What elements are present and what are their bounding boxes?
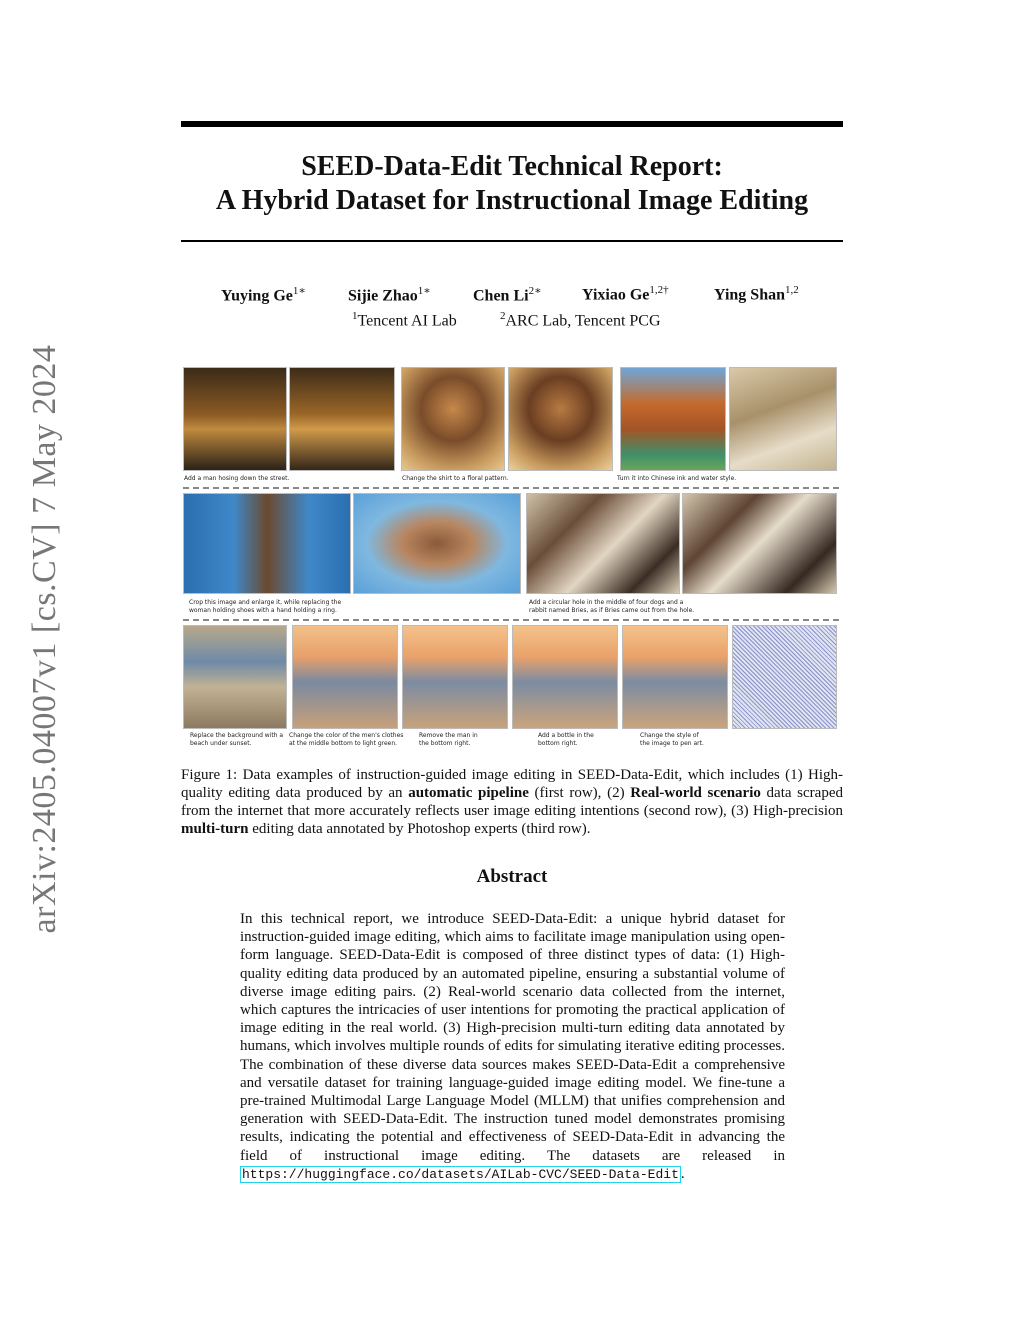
row3-caption-4: Add a bottle in the bottom right. xyxy=(538,732,594,747)
woman-original-image xyxy=(401,367,505,471)
author-3 xyxy=(473,284,542,305)
author-name: Yixiao Ge xyxy=(582,286,650,304)
dogs-original-image xyxy=(526,493,680,594)
green-clothes-image xyxy=(402,625,508,729)
title-bottom-rule xyxy=(181,240,843,242)
affil-mark: 2 xyxy=(500,310,506,322)
author-4 xyxy=(582,284,669,304)
caption-bold: multi-turn xyxy=(181,821,249,837)
dogs-hole-edited-image xyxy=(682,493,837,594)
row1-caption-1: Add a man hosing down the street. xyxy=(184,475,290,482)
pen-art-style-image xyxy=(732,625,837,729)
title-line-2: A Hybrid Dataset for Instructional Image Editing xyxy=(215,185,809,216)
caption-text: Figure 1: Data examples of instruction-guided image editing in SEED-Data-Edit, which includes (1) High-quality editing data produced by an xyxy=(181,767,843,801)
author-1 xyxy=(221,284,306,305)
man-doors-original-image xyxy=(183,625,287,729)
woman-sandwich-original-image xyxy=(183,493,351,594)
author-affil-mark: 2∗ xyxy=(528,285,542,297)
title-top-rule xyxy=(181,121,843,127)
street-edited-image xyxy=(289,367,395,471)
row2-caption-1: Crop this image and enlarge it, while replacing the woman holding shoes with a hand holding a ring. xyxy=(189,599,342,614)
affil-name: ARC Lab, Tencent PCG xyxy=(505,312,661,330)
author-name: Yuying Ge xyxy=(221,287,293,305)
author-2 xyxy=(348,284,431,305)
caption-text: editing data annotated by Photoshop experts (third row). xyxy=(248,821,591,837)
row1-caption-3: Turn it into Chinese ink and water style. xyxy=(617,475,737,482)
figure-caption xyxy=(181,766,843,838)
affiliation-2 xyxy=(500,310,661,330)
canyon-original-image xyxy=(620,367,726,471)
abstract-body xyxy=(240,910,785,1184)
affil-mark: 1 xyxy=(352,310,358,322)
row3-caption-5: Change the style of the image to pen art. xyxy=(640,732,704,747)
abstract-heading: Abstract xyxy=(476,866,548,887)
street-original-image xyxy=(183,367,287,471)
row3-caption-3: Remove the man in the bottom right. xyxy=(419,732,478,747)
affiliation-1 xyxy=(352,310,457,330)
abstract-text: In this technical report, we introduce SEED-Data-Edit: a unique hybrid dataset for instruction-guided image editing, which aims to facilitate image manipulation using open-form language. SEED-Data-Edit is composed of three distinct types of data: (1) High-quality editing data produced by an automated pipeline, ensuring a substantial volume of diverse image editing pairs. (2) Real-world scenario data collected from the internet, which captures the intricacies of user intentions for promoting the practical application of image editing in the real world. (3) High-precision multi-turn editing data annotated by humans, which involves multiple rounds of edits for simulating iterative editing processes. The combination of these diverse data sources makes SEED-Data-Edit a comprehensive and versatile dataset for training language-guided image editing model. We fine-tune a pre-trained Multimodal Large Language Model (MLLM) that unifies comprehension and generation with SEED-Data-Edit. The instruction tuned model demonstrates promising results, indicating the potential and effectiveness of SEED-Data-Edit in advancing the field of instructional image editing. The datasets are released in xyxy=(240,911,785,1164)
author-affil-mark: 1∗ xyxy=(292,285,306,297)
caption-text: (first row), (2) xyxy=(528,785,631,801)
caption-bold: automatic pipeline xyxy=(408,785,529,801)
author-affil-mark: 1,2 xyxy=(785,284,799,296)
row3-caption-2: Change the color of the men's clothes at the middle bottom to light green. xyxy=(289,732,404,747)
figure-1 xyxy=(181,365,843,747)
abstract-end: . xyxy=(680,1165,685,1182)
author-affil-mark: 1,2† xyxy=(649,284,669,296)
canyon-ink-style-image xyxy=(729,367,837,471)
author-affil-mark: 1∗ xyxy=(417,285,431,297)
author-5 xyxy=(714,284,799,304)
beach-sunset-image xyxy=(292,625,398,729)
title-line-1: SEED-Data-Edit Technical Report: xyxy=(301,151,723,182)
row1-caption-2: Change the shirt to a floral pattern. xyxy=(402,475,509,482)
affil-name: Tencent AI Lab xyxy=(357,312,457,330)
bottle-added-image xyxy=(622,625,728,729)
row-divider-1 xyxy=(183,487,839,489)
man-removed-image xyxy=(512,625,618,729)
woman-ring-edited-image xyxy=(353,493,521,594)
woman-edited-image xyxy=(508,367,613,471)
paper-title xyxy=(181,150,843,218)
caption-text: data scraped from the internet that more accurately reflects user image editing intentions (second row), (3) High-precision xyxy=(181,785,843,819)
author-name: Chen Li xyxy=(473,287,529,305)
row3-caption-1: Replace the background with a beach under sunset. xyxy=(190,732,284,747)
author-list xyxy=(181,284,843,308)
author-name: Sijie Zhao xyxy=(348,287,418,305)
row-divider-2 xyxy=(183,619,839,621)
row2-caption-2: Add a circular hole in the middle of four dogs and a rabbit named Bries, as if Bries came out from the hole. xyxy=(529,599,695,614)
caption-bold: Real-world scenario xyxy=(630,785,761,801)
dataset-link[interactable]: https://huggingface.co/datasets/AILab-CVC/SEED-Data-Edit xyxy=(242,1166,679,1182)
arxiv-identifier: arXiv:2405.04007v1 [cs.CV] 7 May 2024 xyxy=(26,344,63,934)
author-name: Ying Shan xyxy=(714,286,785,304)
